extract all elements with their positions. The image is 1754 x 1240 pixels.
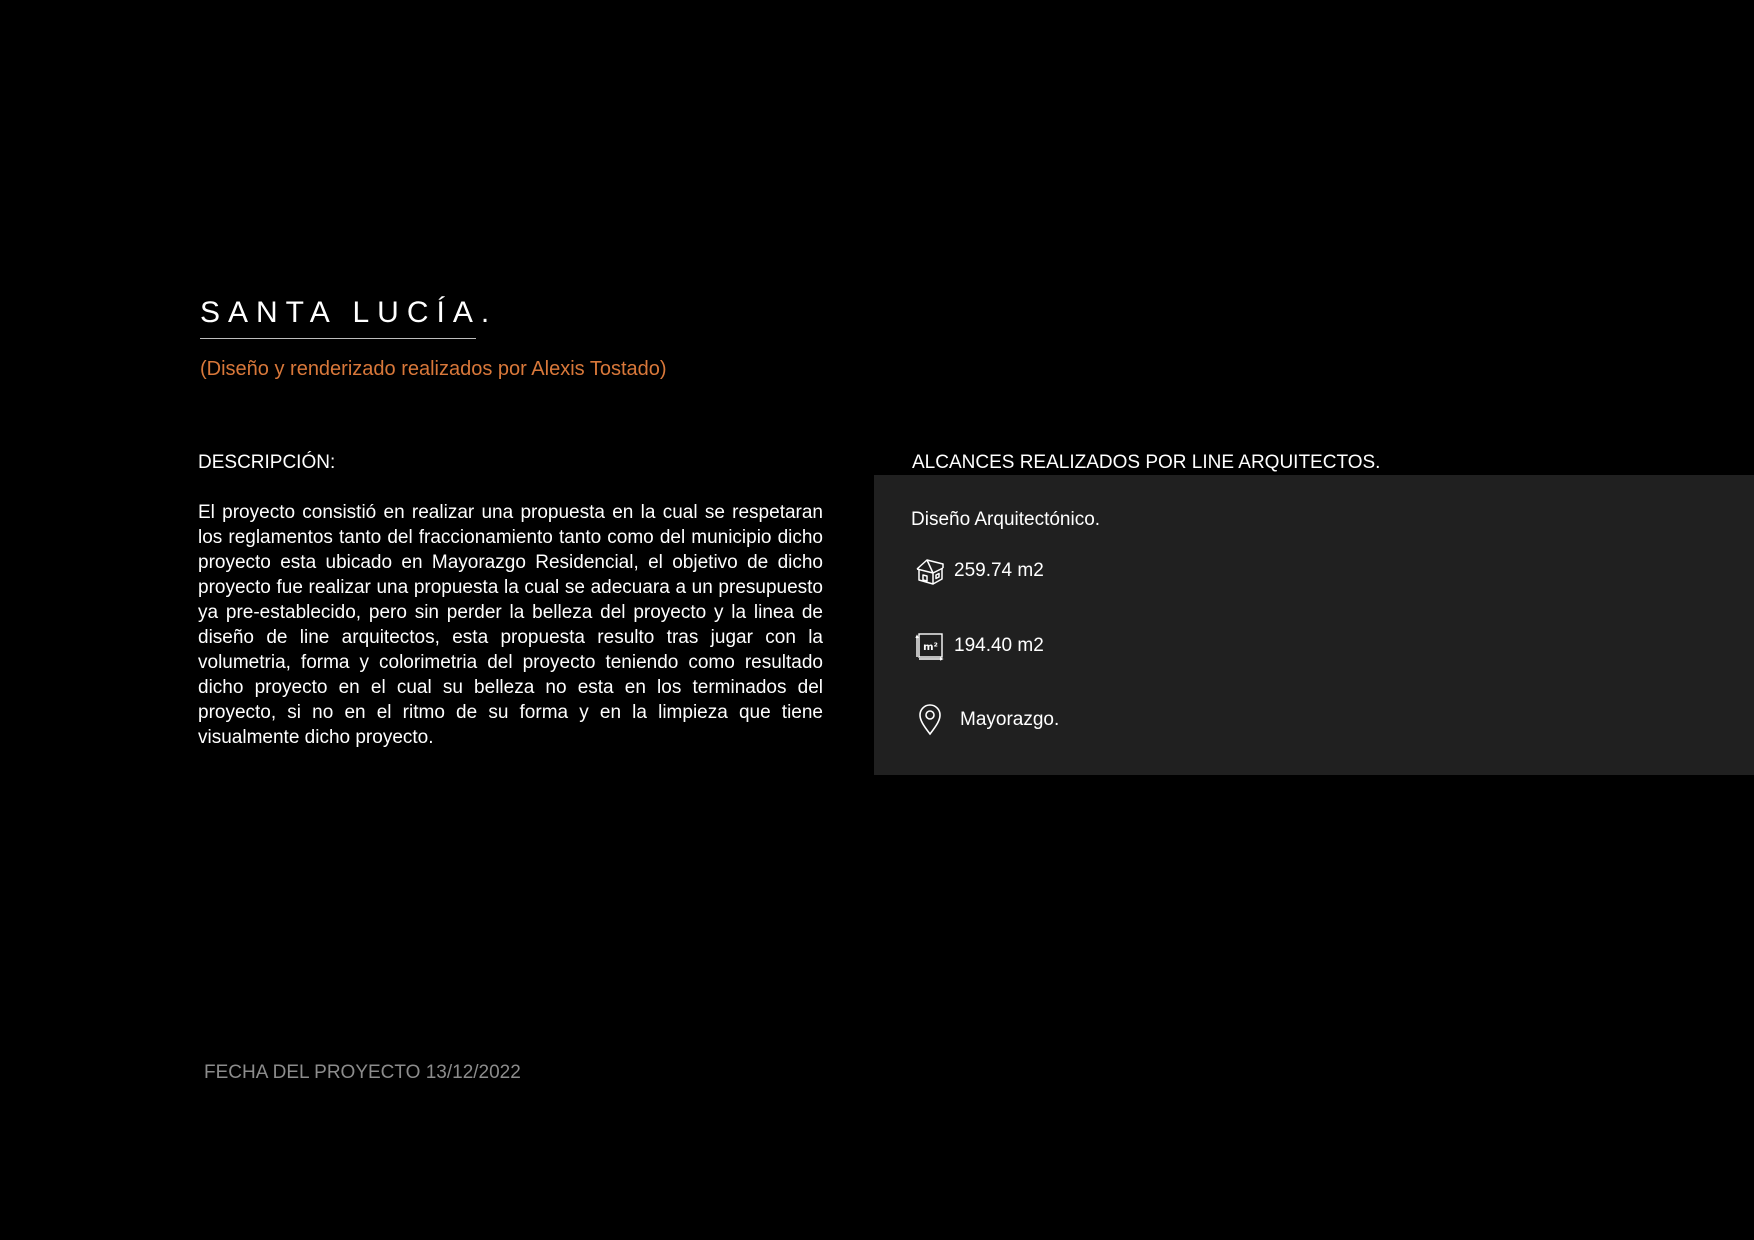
- location-pin-icon: [914, 704, 946, 736]
- square-meter-icon: [914, 630, 946, 662]
- scope-service: Diseño Arquitectónico.: [911, 509, 1101, 530]
- svg-text:m²: m²: [923, 642, 938, 653]
- scope-panel: [874, 475, 1754, 775]
- description-body: El proyecto consistió en realizar una propuesta en la cual se respetaran los reglamentos tanto del fraccionamiento tanto como del municipio dicho proyecto esta ubicado en Mayorazgo Residencial, el objetivo de dicho proyecto fue realizar una propuesta la cual se adecuara a un presupuesto ya pre-establecido, pero sin perder la belleza del proyecto y la linea de diseño de line arquitectos, esta propuesta resulto tras jugar con la volumetria, forma y colorimetria del proyecto teniendo como resultado dicho proyecto en el cual su belleza no esta en los terminados del proyecto, si no en el ritmo de su forma y en la limpieza que tiene visualmente dicho proyecto.: [198, 502, 823, 748]
- project-credits: (Diseño y renderizado realizados por Alexis Tostado): [200, 358, 667, 380]
- built-area-row: [914, 555, 1044, 587]
- project-title: SANTA LUCÍA.: [200, 296, 498, 329]
- title-underline: [200, 338, 476, 339]
- location-value: Mayorazgo.: [960, 709, 1060, 730]
- land-area-row: [914, 630, 1044, 662]
- project-date: FECHA DEL PROYECTO 13/12/2022: [204, 1062, 521, 1083]
- built-area-value: 259.74 m2: [954, 560, 1044, 581]
- house-icon: [914, 555, 946, 587]
- scope-heading: ALCANCES REALIZADOS POR LINE ARQUITECTOS.: [912, 452, 1381, 473]
- land-area-value: 194.40 m2: [954, 635, 1044, 656]
- location-row: [914, 704, 1059, 736]
- description-heading: DESCRIPCIÓN:: [198, 452, 336, 473]
